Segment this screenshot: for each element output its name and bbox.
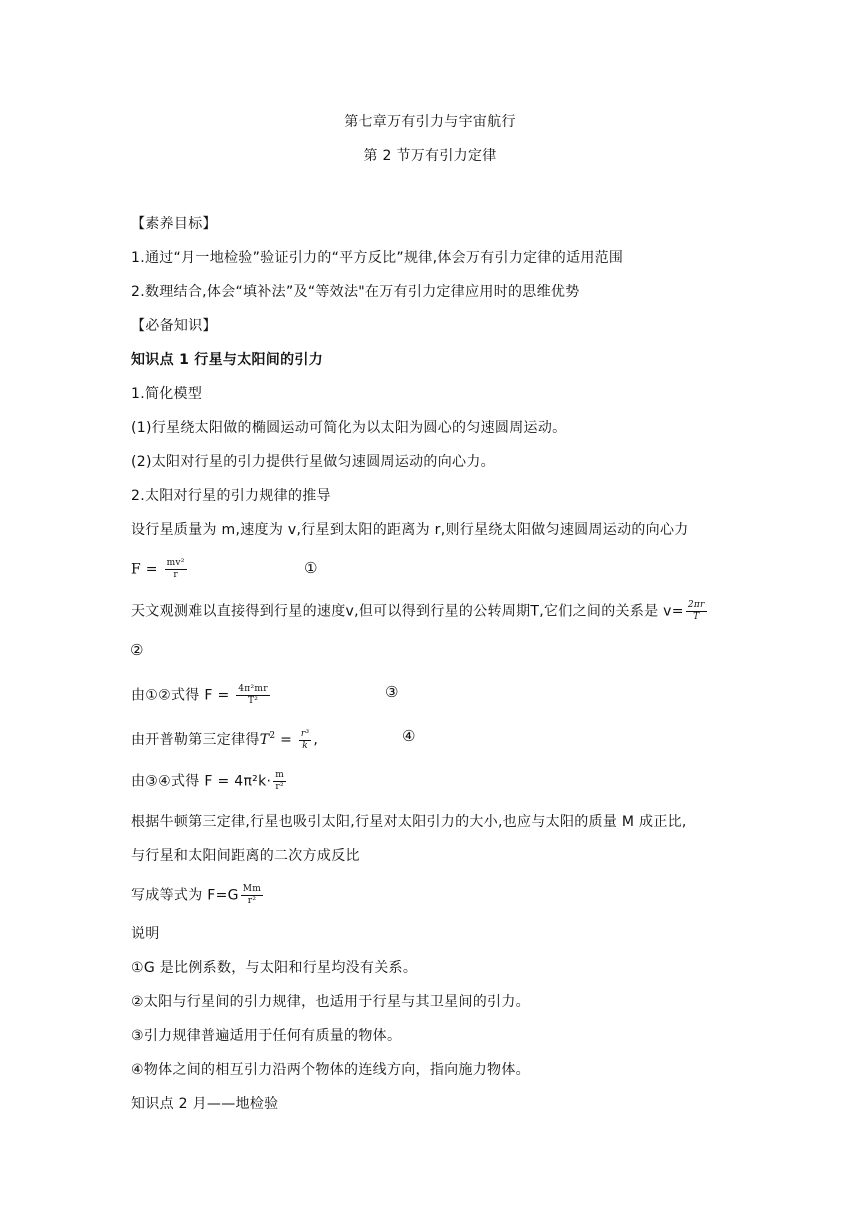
eq5-fraction — [273, 770, 286, 793]
eq2-fraction — [686, 600, 707, 623]
equation-5 — [131, 770, 288, 793]
eq4-denominator: k — [302, 740, 309, 751]
observation-line — [131, 600, 709, 623]
eq4-comma: , — [313, 732, 319, 748]
eq6-prefix: 写成等式为 F=G — [131, 887, 239, 904]
newton-law-line-1: 根据牛顿第三定律,行星也吸引太阳,行星对太阳引力的大小,也应与太阳的质量 M 成正比, — [131, 814, 687, 830]
eq1-numerator: mv² — [166, 558, 185, 568]
eq3-prefix: 由①②式得 F = — [131, 687, 230, 704]
eq2-denominator: T — [693, 612, 700, 622]
explanation-item-3: ③引力规律普遍适用于任何有质量的物体。 — [131, 1028, 402, 1044]
equation-6 — [131, 884, 265, 907]
eq5-prefix: 由③④式得 F = 4π²k· — [131, 773, 272, 790]
equation-marker-3: ③ — [385, 683, 399, 701]
equation-1 — [131, 558, 189, 581]
eq3-denominator: T² — [247, 696, 259, 706]
equation-marker-4: ④ — [402, 727, 416, 745]
observation-text: 天文观测难以直接得到行星的速度v,但可以得到行星的公转周期T,它们之间的关系是 v= — [131, 603, 684, 620]
explanation-item-1: ①G 是比例系数，与太阳和行星均没有关系。 — [131, 960, 418, 976]
section-title: 第 2 节万有引力定律 — [363, 148, 497, 164]
eq1-denominator: r — [173, 570, 178, 580]
eq6-denominator: r² — [247, 896, 257, 906]
equation-marker-1: ① — [304, 559, 318, 577]
eq6-fraction — [241, 884, 263, 907]
eq1-fraction — [165, 558, 187, 581]
explanation-heading: 说明 — [131, 926, 160, 942]
eq2-numerator: 2πr — [687, 600, 705, 610]
eq4-fraction — [299, 729, 312, 752]
explanation-item-2: ②太阳与行星间的引力规律，也适用于行星与其卫星间的引力。 — [131, 994, 530, 1010]
point1-title: 知识点 1 行星与太阳间的引力 — [131, 352, 323, 368]
eq1-lhs: F = — [131, 561, 158, 578]
goal-item-1: 1.通过“月一地检验”验证引力的“平方反比”规律,体会万有引力定律的适用范围 — [131, 250, 624, 266]
knowledge-heading: 【必备知识】 — [131, 318, 217, 334]
point2-title: 知识点 2 月——地检验 — [131, 1096, 279, 1112]
equation-marker-2: ② — [130, 641, 144, 659]
goals-heading: 【素养目标】 — [131, 216, 217, 232]
subheading-derivation: 2.太阳对行星的引力规律的推导 — [131, 488, 331, 504]
eq4-prefix: 由开普勒第三定律得 — [131, 732, 260, 748]
explanation-item-4: ④物体之间的相互引力沿两个物体的连线方向，指向施力物体。 — [131, 1062, 530, 1078]
eq4-exponent: 2 — [269, 731, 276, 741]
newton-law-line-2: 与行星和太阳间距离的二次方成反比 — [131, 848, 360, 864]
model-item-1: (1)行星绕太阳做的椭圆运动可简化为以太阳为圆心的匀速圆周运动。 — [131, 420, 567, 436]
eq4-equals: = — [275, 732, 297, 748]
eq5-denominator: r² — [275, 782, 284, 792]
eq4-T: T — [259, 732, 270, 748]
equation-4 — [131, 726, 318, 752]
model-item-2: (2)太阳对行星的引力提供行星做匀速圆周运动的向心力。 — [131, 454, 495, 470]
subheading-model: 1.简化模型 — [131, 386, 203, 402]
equation-3 — [131, 684, 272, 707]
eq3-fraction — [236, 684, 270, 707]
derivation-intro: 设行星质量为 m,速度为 v,行星到太阳的距离为 r,则行星绕太阳做匀速圆周运动的向心力 — [131, 522, 689, 538]
eq6-numerator: Mm — [242, 884, 262, 894]
eq5-numerator: m — [275, 770, 285, 780]
eq3-numerator: 4π²mr — [238, 684, 268, 694]
eq4-numerator: r³ — [300, 728, 310, 739]
chapter-title: 第七章万有引力与宇宙航行 — [344, 114, 516, 130]
goal-item-2: 2.数理结合,体会“填补法”及“等效法"在万有引力定律应用时的思维优势 — [131, 284, 580, 300]
